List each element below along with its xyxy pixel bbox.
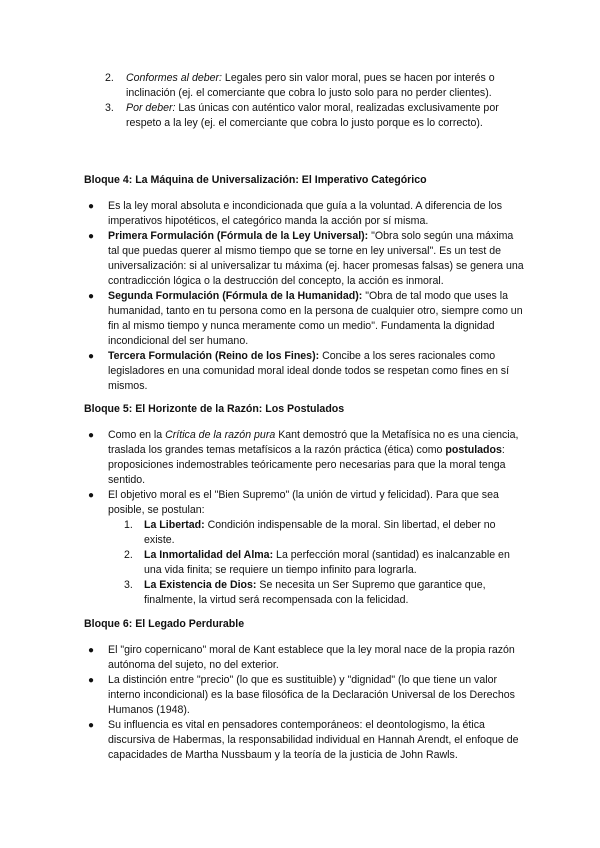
bullet-icon: ● xyxy=(88,430,95,441)
postulate-title: La Libertad: xyxy=(144,519,205,531)
list-item xyxy=(88,673,526,718)
formula-title: Tercera Formulación (Reino de los Fines): xyxy=(108,350,320,362)
list-number: 2. xyxy=(124,549,133,561)
list-text: Legales pero sin valor moral, pues se hacen por interés o inclinación (ej. el comerciante que cobra lo justo solo para no perder clientes). xyxy=(126,72,495,99)
list-text: Su influencia es vital en pensadores contemporáneos: el deontologismo, la ética discursiva de Habermas, la responsabilidad individual en Hannah Arendt, el enfoque de capacidades de Martha Nussbaum y la teoría de la justicia de John Rawls. xyxy=(108,719,519,761)
list-number: 3. xyxy=(124,579,133,591)
formula-title: Segunda Formulación (Fórmula de la Humanidad): xyxy=(108,290,363,302)
list-item xyxy=(88,229,526,289)
book-title: Crítica de la razón pura xyxy=(165,429,276,441)
list-number: 2. xyxy=(105,72,114,84)
block6-list xyxy=(88,643,526,763)
list-item xyxy=(88,199,526,229)
key-term: postulados xyxy=(445,444,502,456)
bullet-icon: ● xyxy=(88,351,95,362)
list-item xyxy=(88,488,526,608)
list-text: El "giro copernicano" moral de Kant establece que la ley moral nace de la propia razón autónoma del sujeto, no del exterior. xyxy=(108,644,515,671)
list-text: La distinción entre "precio" (lo que es sustituible) y "dignidad" (lo que tiene un valor interno incondicional) es la base filosófica de la Declaración Universal de los Derechos Humanos (1948). xyxy=(108,674,515,716)
bullet-icon: ● xyxy=(88,645,95,656)
list-item xyxy=(124,578,526,608)
formula-title: Primera Formulación (Fórmula de la Ley Universal): xyxy=(108,230,369,242)
duty-types-list xyxy=(105,71,526,131)
list-text: : proposiciones indemostrables teóricamente pero necesarias para que la moral tenga sentido. xyxy=(108,444,506,486)
list-item xyxy=(88,428,526,488)
block4-heading: Bloque 4: La Máquina de Universalización: El Imperativo Categórico xyxy=(84,174,427,186)
list-text: "Obra de tal modo que uses la humanidad, tanto en tu persona como en la persona de cualquier otro, siempre como un fin al mismo tiempo y nunca meramente como un medio". Fundamenta la dignidad incondicional del ser humano. xyxy=(108,290,523,347)
block6-heading: Bloque 6: El Legado Perdurable xyxy=(84,618,245,630)
bullet-icon: ● xyxy=(88,291,95,302)
bullet-icon: ● xyxy=(88,675,95,686)
list-item xyxy=(88,289,526,349)
list-text: El objetivo moral es el "Bien Supremo" (la unión de virtud y felicidad). Para que sea posible, se postulan: xyxy=(108,489,499,516)
list-item xyxy=(105,71,526,101)
list-text: Es la ley moral absoluta e incondicionada que guía a la voluntad. A diferencia de los imperativos hipotéticos, el categórico manda la acción por sí misma. xyxy=(108,200,502,227)
list-text: Las únicas con auténtico valor moral, realizadas exclusivamente por respeto a la ley (ej. el comerciante que cobra lo justo porque es lo correcto). xyxy=(126,102,499,129)
block5-heading: Bloque 5: El Horizonte de la Razón: Los Postulados xyxy=(84,403,345,415)
bullet-icon: ● xyxy=(88,490,95,501)
list-term: Por deber: xyxy=(126,102,176,114)
list-number: 1. xyxy=(124,519,133,531)
block5-list xyxy=(88,428,526,608)
list-item xyxy=(124,548,526,578)
list-item xyxy=(88,718,526,763)
list-item xyxy=(124,518,526,548)
list-text: Kant demostró que la Metafísica no es una ciencia, traslada los grandes temas metafísicos a la razón práctica (ética) como xyxy=(108,429,519,456)
block4-list xyxy=(88,199,526,394)
postulates-list xyxy=(124,518,526,608)
list-text: "Obra solo según una máxima tal que puedas querer al mismo tiempo que se torne en ley universal". Es un test de universalización: si al universalizar tu máxima (ej. hacer promesas falsas) se genera una contradicción lógica o la destrucción del concepto, la acción es inmoral. xyxy=(108,230,524,287)
bullet-icon: ● xyxy=(88,201,95,212)
list-text: Como en la xyxy=(108,429,166,441)
postulate-title: La Existencia de Dios: xyxy=(144,579,257,591)
bullet-icon: ● xyxy=(88,231,95,242)
postulate-title: La Inmortalidad del Alma: xyxy=(144,549,274,561)
bullet-icon: ● xyxy=(88,720,95,731)
list-item xyxy=(88,643,526,673)
list-item xyxy=(88,349,526,394)
list-text: Condición indispensable de la moral. Sin libertad, el deber no existe. xyxy=(144,519,496,546)
list-item xyxy=(105,101,526,131)
list-number: 3. xyxy=(105,102,114,114)
list-term: Conformes al deber: xyxy=(126,72,222,84)
list-text: La perfección moral (santidad) es inalcanzable en una vida finita; se requiere un tiempo infinito para lograrla. xyxy=(144,549,510,576)
list-text: Concibe a los seres racionales como legisladores en una comunidad moral ideal donde todos se respetan como fines en sí mismos. xyxy=(108,350,510,392)
list-text: Se necesita un Ser Supremo que garantice que, finalmente, la virtud será recompensada con la felicidad. xyxy=(144,579,486,606)
